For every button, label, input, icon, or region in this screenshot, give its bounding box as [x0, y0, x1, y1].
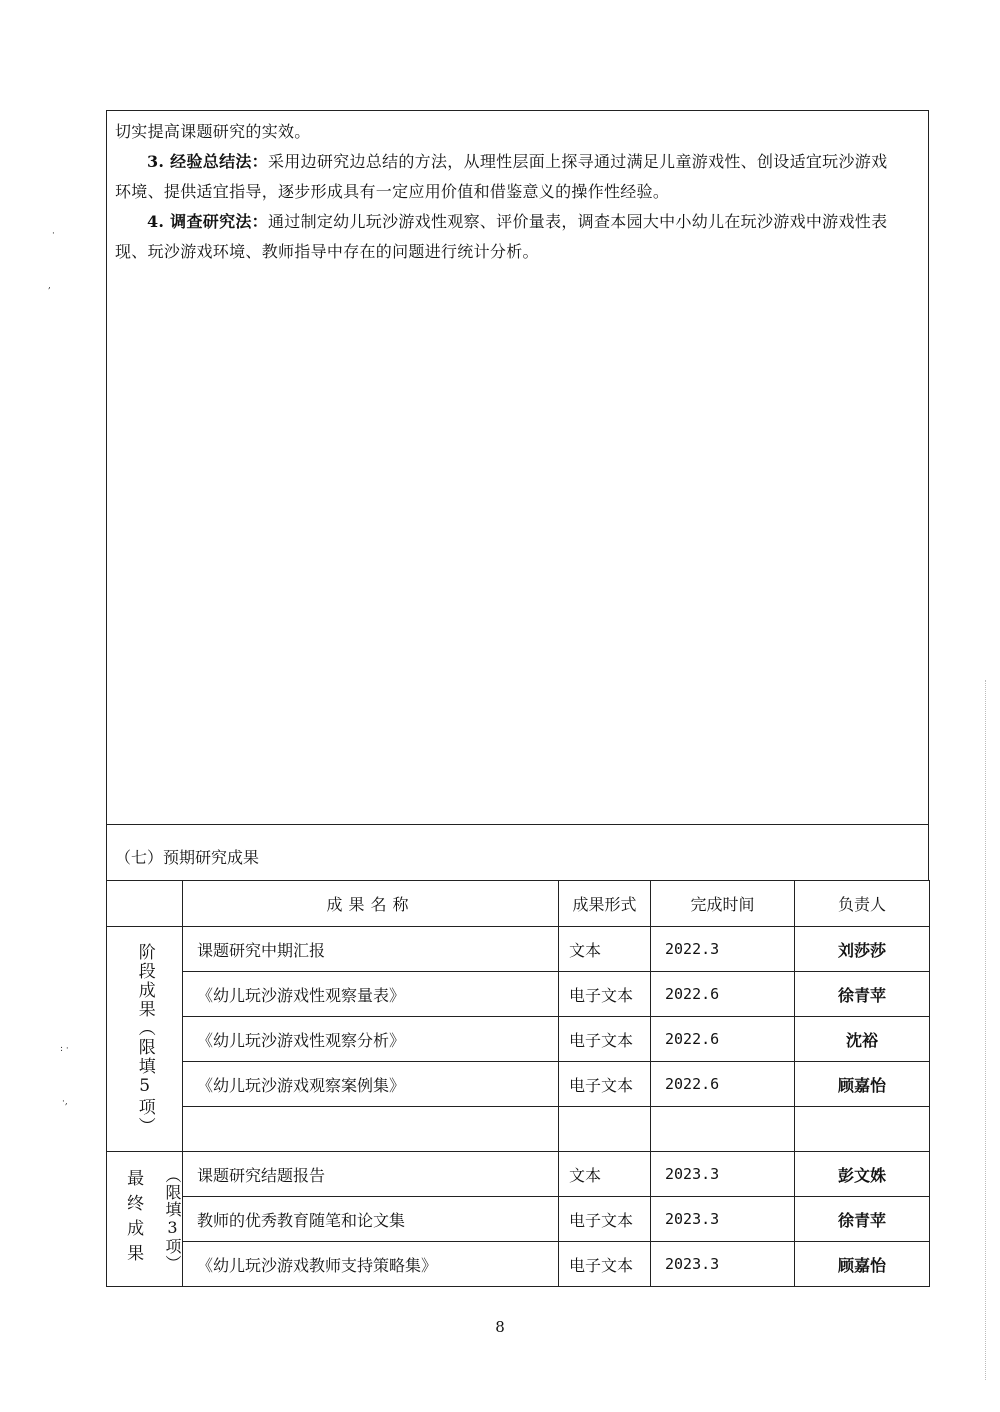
method-4-label: 4. 调查研究法：	[147, 212, 268, 231]
result-time: 2022.6	[651, 1062, 795, 1107]
result-name: 《幼儿玩沙游戏性观察量表》	[183, 972, 559, 1017]
result-owner: 徐青苹	[795, 972, 930, 1017]
table-row-empty	[107, 1107, 930, 1152]
header-form: 成果形式	[559, 881, 651, 927]
result-owner: 刘莎莎	[795, 927, 930, 972]
scan-speck: ,	[48, 281, 51, 291]
result-name	[183, 1107, 559, 1152]
final-results-label: 最终成果	[123, 1169, 144, 1269]
table-row	[107, 1017, 930, 1062]
method-3-line-1: 3. 经验总结法：采用边研究边总结的方法，从理性层面上探寻通过满足儿童游戏性、创设适宜玩沙游戏	[147, 152, 888, 171]
result-form: 电子文本	[559, 1062, 651, 1107]
header-name: 成果名称	[183, 881, 559, 927]
result-owner: 彭文姝	[795, 1152, 930, 1197]
result-form: 电子文本	[559, 1197, 651, 1242]
method-3-label: 3. 经验总结法：	[147, 152, 268, 171]
header-blank	[107, 881, 183, 927]
result-name: 课题研究中期汇报	[183, 927, 559, 972]
table-row	[107, 1197, 930, 1242]
header-owner: 负责人	[795, 881, 930, 927]
result-owner: 徐青苹	[795, 1197, 930, 1242]
scan-speck: ·	[52, 229, 55, 239]
method-3-line-2: 环境、提供适宜指导，逐步形成具有一定应用价值和借鉴意义的操作性经验。	[115, 182, 670, 201]
methods-line-1: 切实提高课题研究的实效。	[115, 122, 311, 141]
result-form: 电子文本	[559, 1017, 651, 1062]
result-form: 电子文本	[559, 972, 651, 1017]
result-time: 2023.3	[651, 1197, 795, 1242]
method-4-line-2: 现、玩沙游戏环境、教师指导中存在的问题进行统计分析。	[115, 242, 539, 261]
result-form	[559, 1107, 651, 1152]
scan-speck: ·,	[62, 1097, 68, 1107]
header-time: 完成时间	[651, 881, 795, 927]
stage-results-label: 阶段成果（限填5项）	[134, 942, 155, 1136]
final-results-label-cell	[107, 1152, 183, 1287]
table-row	[107, 1152, 930, 1197]
result-name: 《幼儿玩沙游戏教师支持策略集》	[183, 1242, 559, 1287]
result-form: 文本	[559, 1152, 651, 1197]
table-header-row	[107, 881, 930, 927]
table-row	[107, 1242, 930, 1287]
result-time: 2022.6	[651, 972, 795, 1017]
result-time: 2023.3	[651, 1242, 795, 1287]
result-time	[651, 1107, 795, 1152]
section-title: （七）预期研究成果	[115, 848, 260, 867]
scan-speck: : ·	[60, 1044, 69, 1054]
result-form: 电子文本	[559, 1242, 651, 1287]
stage-results-label-cell	[107, 927, 183, 1152]
result-form: 文本	[559, 927, 651, 972]
result-owner: 沈裕	[795, 1017, 930, 1062]
table-row	[107, 1062, 930, 1107]
table-row	[107, 927, 930, 972]
result-time: 2022.6	[651, 1017, 795, 1062]
result-owner	[795, 1107, 930, 1152]
scan-edge-mark	[985, 680, 987, 1380]
result-name: 《幼儿玩沙游戏观察案例集》	[183, 1062, 559, 1107]
research-methods-box	[106, 110, 929, 824]
result-name: 《幼儿玩沙游戏性观察分析》	[183, 1017, 559, 1062]
result-time: 2022.3	[651, 927, 795, 972]
method-4-line-1: 4. 调查研究法：通过制定幼儿玩沙游戏性观察、评价量表，调查本园大中小幼儿在玩沙游戏中游戏性表	[147, 212, 888, 231]
result-owner: 顾嘉怡	[795, 1062, 930, 1107]
result-time: 2023.3	[651, 1152, 795, 1197]
expected-results-table	[106, 880, 930, 1287]
result-name: 教师的优秀教育随笔和论文集	[183, 1197, 559, 1242]
table-row	[107, 972, 930, 1017]
final-results-limit-note: （限填3项）	[162, 1166, 182, 1272]
result-name: 课题研究结题报告	[183, 1152, 559, 1197]
result-owner: 顾嘉怡	[795, 1242, 930, 1287]
page-number: 8	[495, 1318, 505, 1336]
section-expected-results-header	[106, 824, 929, 880]
